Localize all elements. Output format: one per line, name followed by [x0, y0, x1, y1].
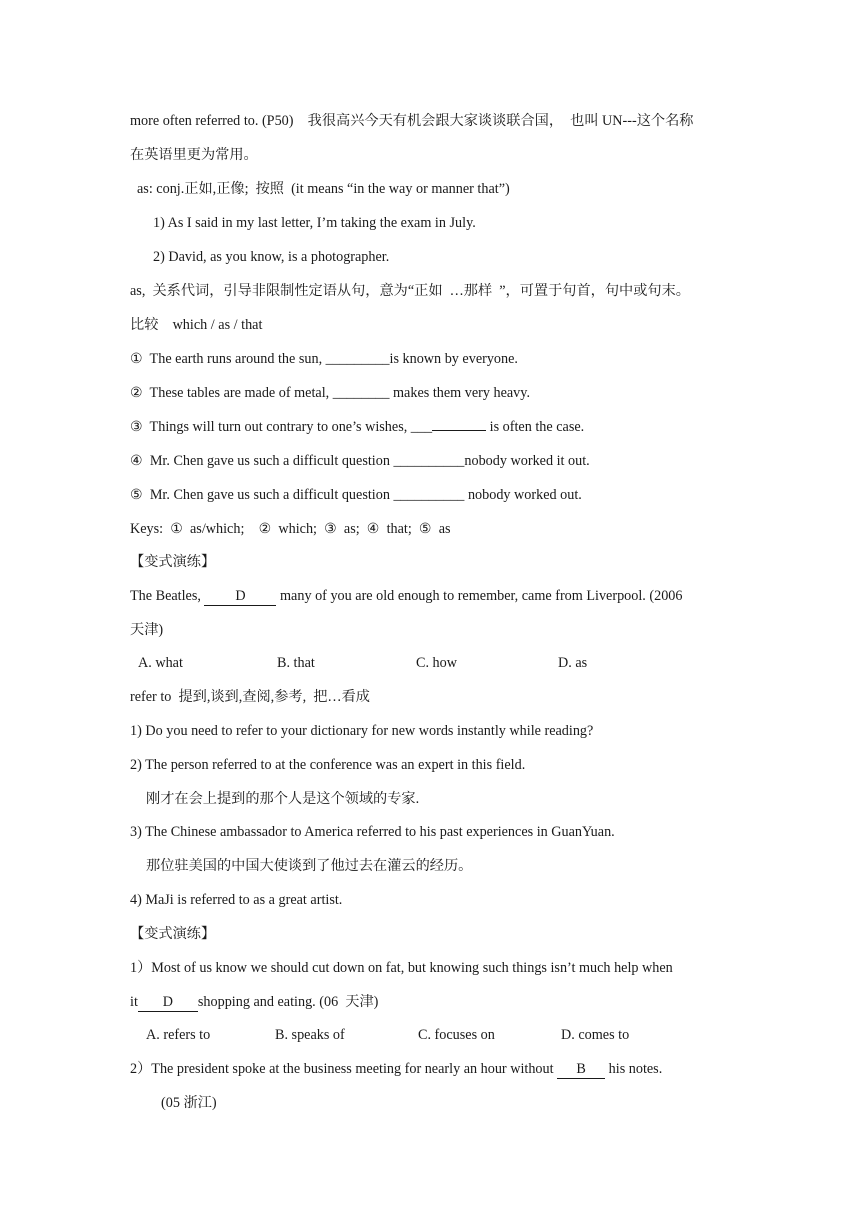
practice-heading: 【变式演练】: [130, 554, 216, 570]
question: 1）Most of us know we should cut down on fat, but knowing such things isn’t much help when: [130, 960, 673, 976]
question-text: 2）The president spoke at the business meeting for nearly an hour without: [130, 1061, 558, 1077]
exercise-item: ② These tables are made of metal, ________ makes them very heavy.: [130, 385, 530, 401]
question-text: The Beatles,: [130, 588, 205, 604]
exercise-item: [130, 417, 584, 437]
option-b: B. speaks of: [275, 1027, 345, 1043]
example-sentence: 2) The person referred to at the conference was an expert in this field.: [130, 757, 526, 773]
text-line: as: conj.正如,正像; 按照 (it means “in the way or manner that”): [137, 181, 510, 197]
question-source: 天津): [130, 622, 164, 638]
exercise-text: is often the case.: [486, 419, 585, 435]
practice-heading: 【变式演练】: [130, 926, 216, 942]
question-text: his notes.: [605, 1061, 663, 1077]
option-a: A. what: [138, 655, 183, 671]
exercise-item: ① The earth runs around the sun, _________is known by everyone.: [130, 351, 518, 367]
option-c: C. how: [416, 655, 457, 671]
question: [130, 1059, 662, 1079]
translation: 那位驻美国的中国大使谈到了他过去在灌云的经历。: [146, 858, 473, 874]
text-line: as, 关系代词，引导非限制性定语从句，意为“正如 …那样 ”，可置于句首，句中或句末。: [130, 283, 690, 299]
text-line: 在英语里更为常用。: [130, 147, 258, 163]
example-sentence: 3) The Chinese ambassador to America referred to his past experiences in GuanYuan.: [130, 824, 615, 840]
answer-blank: D: [138, 994, 198, 1012]
translation: 刚才在会上提到的那个人是这个领域的专家.: [146, 791, 420, 807]
text-line: more often referred to. (P50) 我很高兴今天有机会跟大家谈谈联合国， 也叫 UN---这个名称: [130, 113, 694, 129]
answer-keys: Keys: ① as/which; ② which; ③ as; ④ that; ⑤ as: [130, 521, 451, 537]
exercise-text: ③ Things will turn out contrary to one’s wishes, ___: [130, 419, 433, 435]
example-sentence: 1) Do you need to refer to your dictionary for new words instantly while reading?: [130, 723, 594, 739]
option-b: B. that: [277, 655, 315, 671]
section-heading: 比较 which / as / that: [130, 317, 263, 333]
question: [130, 586, 682, 606]
option-d: D. as: [558, 655, 588, 671]
question-source: (05 浙江): [161, 1095, 217, 1111]
section-heading: refer to 提到,谈到,查阅,参考, 把…看成: [130, 689, 370, 705]
exercise-item: ④ Mr. Chen gave us such a difficult question __________nobody worked it out.: [130, 453, 590, 469]
answer-blank: D: [204, 588, 276, 606]
question-text: it: [130, 994, 138, 1010]
question: [130, 992, 378, 1012]
exercise-item: ⑤ Mr. Chen gave us such a difficult question __________ nobody worked out.: [130, 487, 582, 503]
question-text: many of you are old enough to remember, came from Liverpool. (2006: [276, 588, 683, 604]
example-sentence: 2) David, as you know, is a photographer.: [153, 249, 390, 265]
answer-blank: [432, 430, 486, 431]
example-sentence: 4) MaJi is referred to as a great artist.: [130, 892, 343, 908]
example-sentence: 1) As I said in my last letter, I’m taking the exam in July.: [153, 215, 476, 231]
answer-blank: B: [557, 1061, 605, 1079]
option-d: D. comes to: [561, 1027, 630, 1043]
option-c: C. focuses on: [418, 1027, 495, 1043]
question-text: shopping and eating. (06 天津): [197, 994, 379, 1010]
option-a: A. refers to: [146, 1027, 211, 1043]
